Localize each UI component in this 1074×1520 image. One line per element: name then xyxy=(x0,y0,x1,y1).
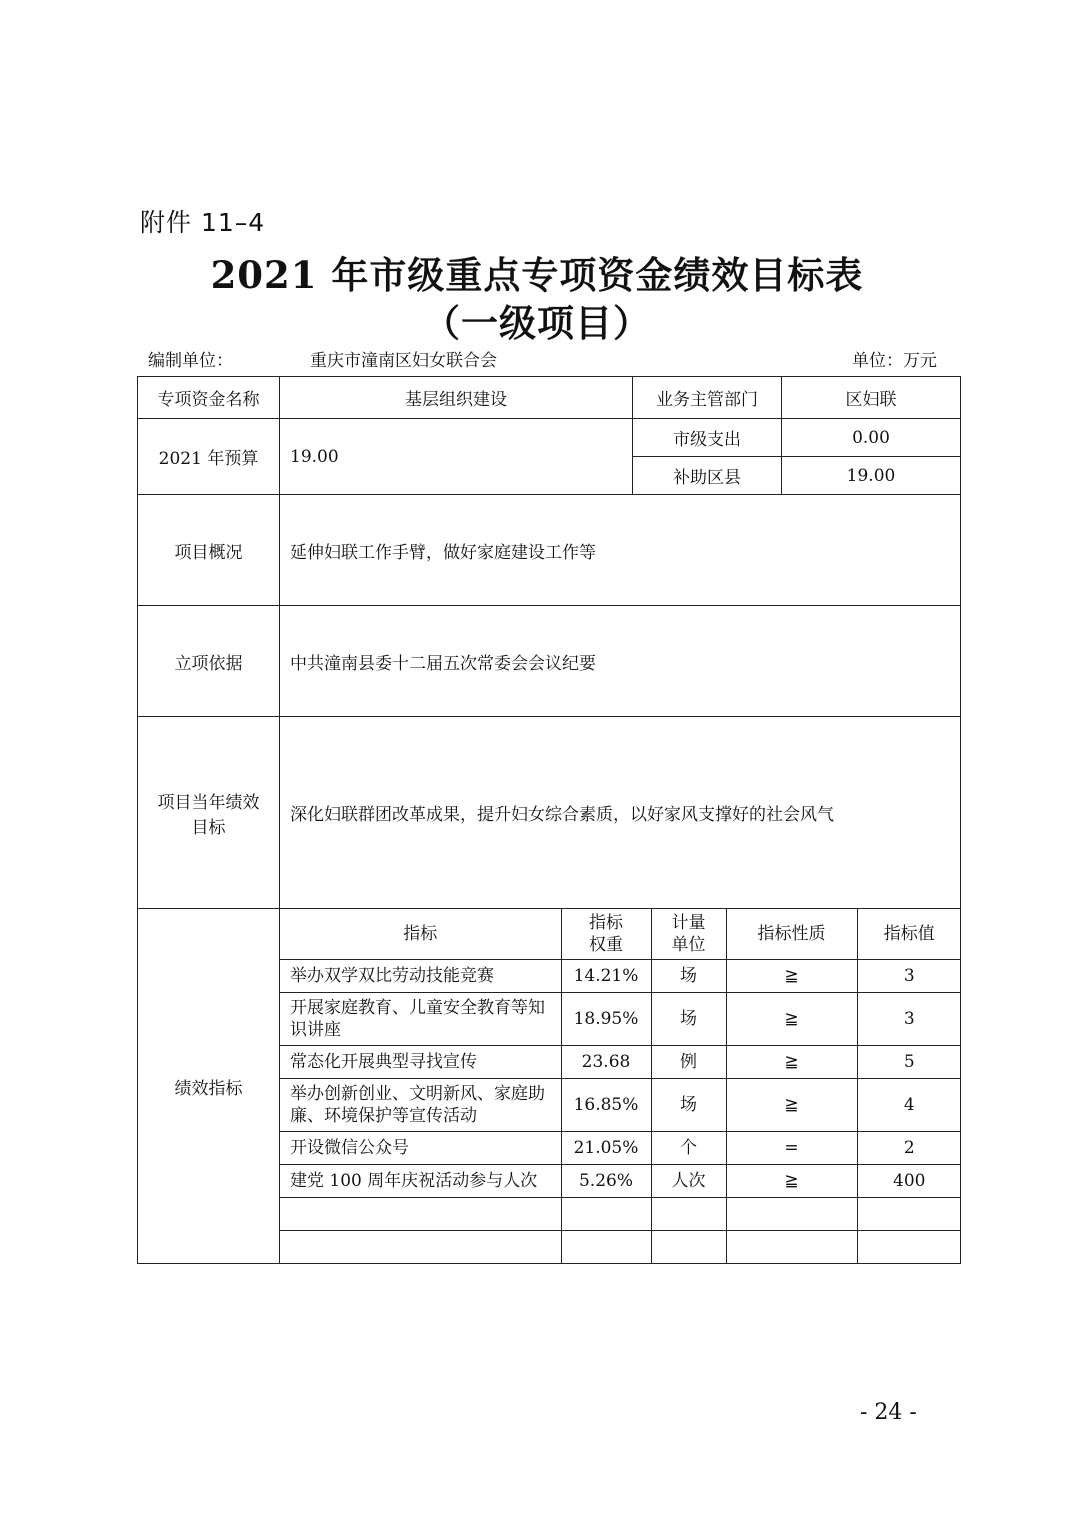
indicator-nature: ≧ xyxy=(726,1078,857,1131)
table-row xyxy=(280,1045,961,1078)
fund-name-label: 专项资金名称 xyxy=(138,377,280,419)
unit-label: 单位：万元 xyxy=(852,351,937,371)
indicator-weight: 23.68 xyxy=(561,1045,651,1078)
empty-cell xyxy=(857,1230,961,1263)
dept-value: 区妇联 xyxy=(782,377,961,419)
indicator-unit: 场 xyxy=(651,992,726,1045)
empty-cell xyxy=(280,1197,561,1230)
indicator-header-name: 指标 xyxy=(280,909,561,959)
table-row xyxy=(280,1078,961,1131)
empty-cell xyxy=(651,1197,726,1230)
table-row xyxy=(280,992,961,1045)
goal-label-line2: 目标 xyxy=(191,817,226,838)
empty-row xyxy=(280,1230,961,1263)
document-subtitle: （一级项目） xyxy=(423,301,651,345)
subsidy-label: 补助区县 xyxy=(633,457,782,495)
table-row xyxy=(280,1164,961,1197)
goal-label-line1: 项目当年绩效 xyxy=(157,792,260,813)
indicator-value: 400 xyxy=(857,1164,961,1197)
indicator-cell xyxy=(280,909,961,1264)
org-name: 重庆市潼南区妇女联合会 xyxy=(310,351,497,371)
basis-label: 立项依据 xyxy=(138,606,280,717)
indicator-weight: 18.95% xyxy=(561,992,651,1045)
indicator-value: 3 xyxy=(857,992,961,1045)
document-title: 2021 年市级重点专项资金绩效目标表 xyxy=(210,253,864,297)
performance-table xyxy=(137,376,961,1264)
indicator-value: 3 xyxy=(857,959,961,992)
table-row xyxy=(280,959,961,992)
goal-label xyxy=(138,717,280,909)
basis-value: 中共潼南县委十二届五次常委会会议纪要 xyxy=(280,606,961,717)
city-expense-label: 市级支出 xyxy=(633,419,782,457)
budget-value: 19.00 xyxy=(280,419,633,495)
subsidy-value: 19.00 xyxy=(782,457,961,495)
org-label: 编制单位： xyxy=(148,351,233,371)
indicator-header-weight xyxy=(561,909,651,959)
empty-cell xyxy=(726,1197,857,1230)
indicator-header-unit-line1: 计量 xyxy=(671,912,706,933)
indicator-weight: 21.05% xyxy=(561,1131,651,1164)
empty-cell xyxy=(280,1230,561,1263)
fund-name-value: 基层组织建设 xyxy=(280,377,633,419)
indicator-header-unit-line2: 单位 xyxy=(671,934,706,955)
indicator-header-value: 指标值 xyxy=(857,909,961,959)
indicator-nature: ≧ xyxy=(726,1045,857,1078)
indicator-header-weight-line1: 指标 xyxy=(589,912,623,933)
indicator-value: 4 xyxy=(857,1078,961,1131)
indicator-unit: 场 xyxy=(651,1078,726,1131)
indicator-nature: = xyxy=(726,1131,857,1164)
indicator-name: 建党 100 周年庆祝活动参与人次 xyxy=(280,1164,561,1197)
indicator-name: 举办创新创业、文明新风、家庭助廉、环境保护等宣传活动 xyxy=(280,1078,561,1131)
overview-label: 项目概况 xyxy=(138,495,280,606)
empty-cell xyxy=(651,1230,726,1263)
indicator-weight: 16.85% xyxy=(561,1078,651,1131)
indicator-nature: ≧ xyxy=(726,992,857,1045)
indicator-name: 开设微信公众号 xyxy=(280,1131,561,1164)
indicator-name: 举办双学双比劳动技能竞赛 xyxy=(280,959,561,992)
indicator-unit: 人次 xyxy=(651,1164,726,1197)
dept-label: 业务主管部门 xyxy=(633,377,782,419)
empty-row xyxy=(280,1197,961,1230)
city-expense-value: 0.00 xyxy=(782,419,961,457)
empty-cell xyxy=(561,1230,651,1263)
indicator-weight: 14.21% xyxy=(561,959,651,992)
indicator-name: 常态化开展典型寻找宣传 xyxy=(280,1045,561,1078)
empty-cell xyxy=(857,1197,961,1230)
empty-cell xyxy=(561,1197,651,1230)
indicator-name: 开展家庭教育、儿童安全教育等知识讲座 xyxy=(280,992,561,1045)
perf-label: 绩效指标 xyxy=(138,909,280,1264)
attachment-label: 附件 11–4 xyxy=(140,208,266,237)
page-number: - 24 - xyxy=(860,1400,917,1425)
empty-cell xyxy=(726,1230,857,1263)
indicator-weight: 5.26% xyxy=(561,1164,651,1197)
indicator-header-unit xyxy=(651,909,726,959)
indicator-table xyxy=(280,909,961,1263)
budget-label: 2021 年预算 xyxy=(138,419,280,495)
goal-value: 深化妇联群团改革成果，提升妇女综合素质，以好家风支撑好的社会风气 xyxy=(280,717,961,909)
indicator-value: 2 xyxy=(857,1131,961,1164)
indicator-nature: ≧ xyxy=(726,959,857,992)
indicator-nature: ≧ xyxy=(726,1164,857,1197)
table-row xyxy=(280,1131,961,1164)
indicator-unit: 个 xyxy=(651,1131,726,1164)
indicator-value: 5 xyxy=(857,1045,961,1078)
indicator-unit: 例 xyxy=(651,1045,726,1078)
indicator-unit: 场 xyxy=(651,959,726,992)
indicator-header-nature: 指标性质 xyxy=(726,909,857,959)
indicator-header-weight-line2: 权重 xyxy=(589,934,623,955)
overview-value: 延伸妇联工作手臂，做好家庭建设工作等 xyxy=(280,495,961,606)
